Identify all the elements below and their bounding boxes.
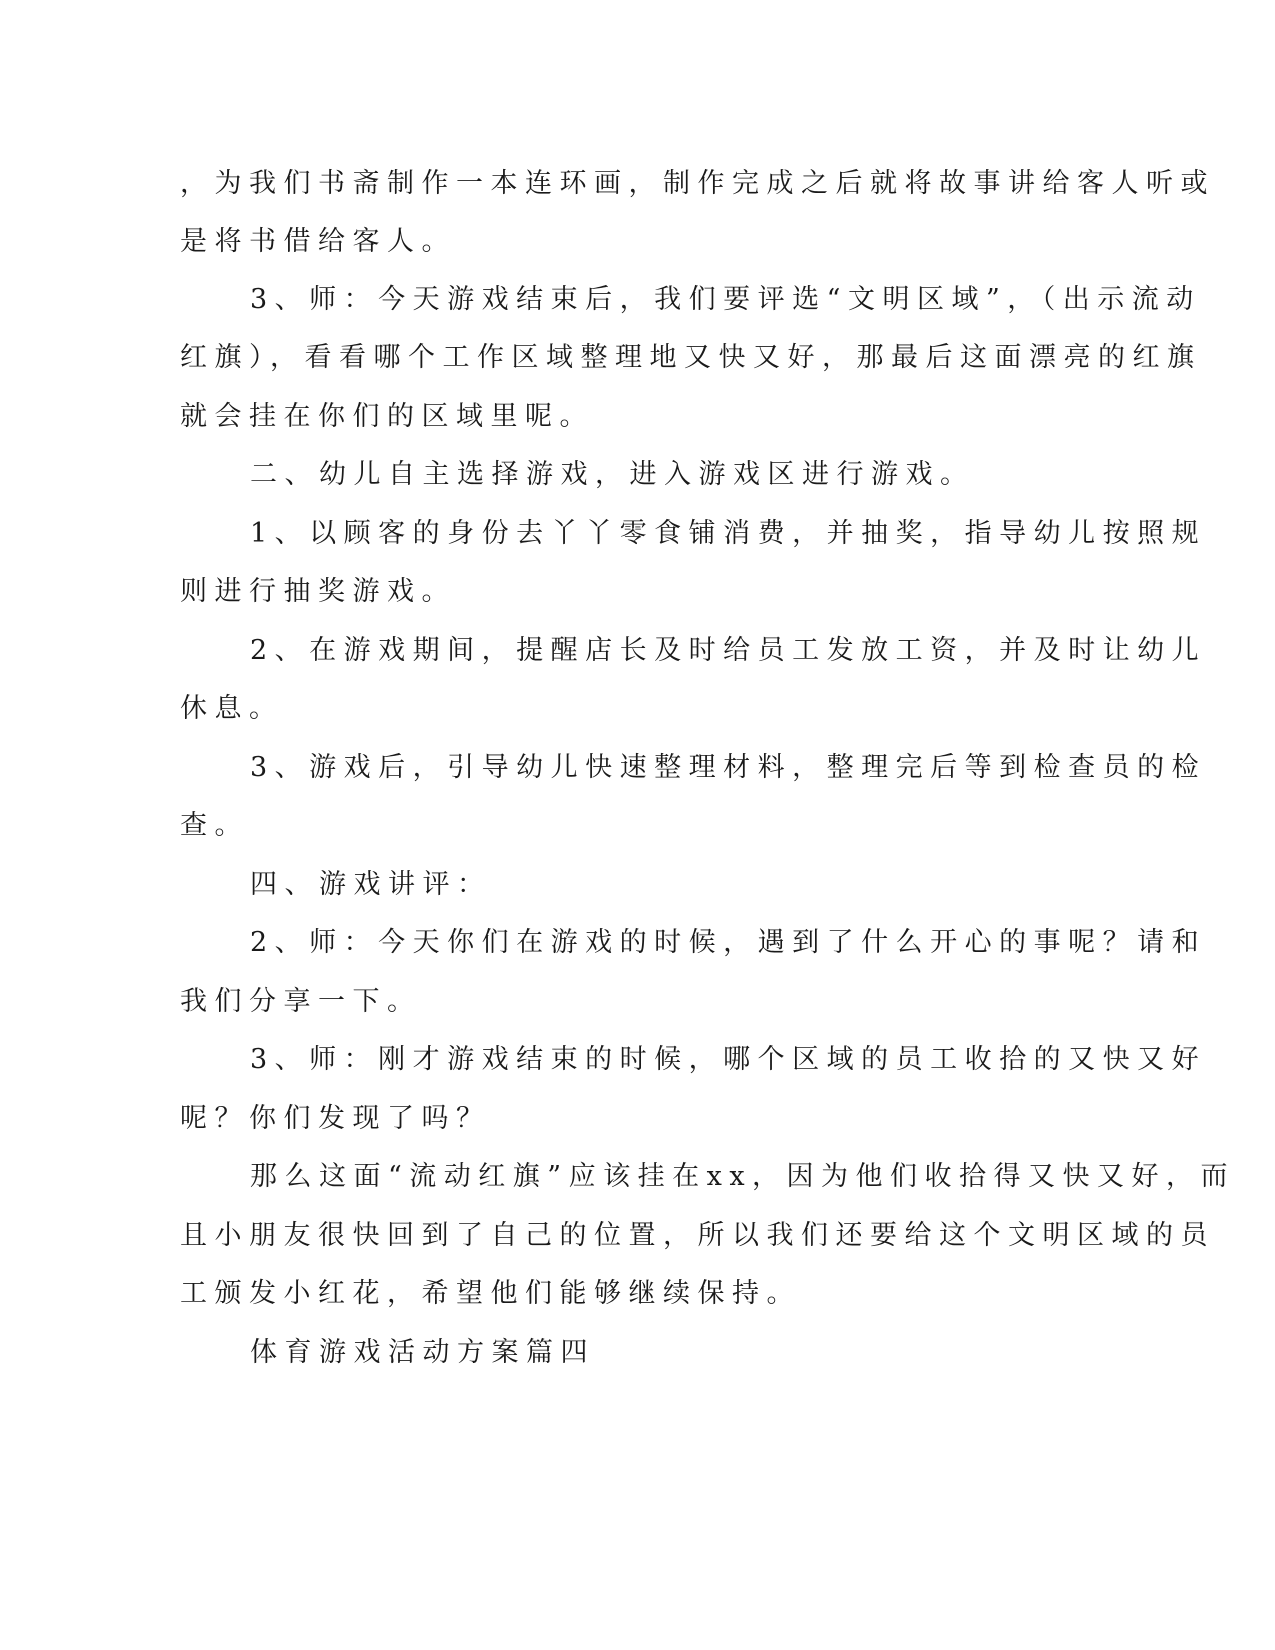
- text-line-1: ，为我们书斋制作一本连环画，制作完成之后就将故事讲给客人听或: [180, 168, 1215, 199]
- text-line-16: 3、师：刚才游戏结束的时候，哪个区域的员工收拾的又快又好: [250, 1044, 1207, 1075]
- section-heading-2: 二、幼儿自主选择游戏，进入游戏区进行游戏。: [250, 459, 975, 490]
- text-line-17: 呢？你们发现了吗？: [180, 1103, 491, 1134]
- text-line-14: 2、师：今天你们在游戏的时候，遇到了什么开心的事呢？请和: [250, 927, 1207, 958]
- text-line-10: 休息。: [180, 693, 284, 724]
- section-heading-4: 四、游戏讲评：: [250, 869, 492, 900]
- text-line-5: 就会挂在你们的区域里呢。: [180, 401, 594, 432]
- text-line-4: 红旗），看看哪个工作区域整理地又快又好，那最后这面漂亮的红旗: [180, 342, 1202, 373]
- text-line-11: 3、游戏后，引导幼儿快速整理材料，整理完后等到检查员的检: [250, 752, 1207, 783]
- text-line-3: 3、师：今天游戏结束后，我们要评选“文明区域”，（出示流动: [250, 284, 1201, 315]
- text-line-15: 我们分享一下。: [180, 986, 422, 1017]
- text-line-12: 查。: [180, 810, 249, 841]
- text-line-18: 那么这面“流动红旗”应该挂在xx，因为他们收拾得又快又好，而: [250, 1161, 1236, 1192]
- chapter-title: 体育游戏活动方案篇四: [250, 1337, 595, 1368]
- text-line-2: 是将书借给客人。: [180, 226, 456, 257]
- text-line-20: 工颁发小红花，希望他们能够继续保持。: [180, 1278, 801, 1309]
- text-line-7: 1、以顾客的身份去丫丫零食铺消费，并抽奖，指导幼儿按照规: [250, 518, 1207, 549]
- text-line-8: 则进行抽奖游戏。: [180, 576, 456, 607]
- text-line-9: 2、在游戏期间，提醒店长及时给员工发放工资，并及时让幼儿: [250, 635, 1207, 666]
- text-line-19: 且小朋友很快回到了自己的位置，所以我们还要给这个文明区域的员: [180, 1220, 1215, 1251]
